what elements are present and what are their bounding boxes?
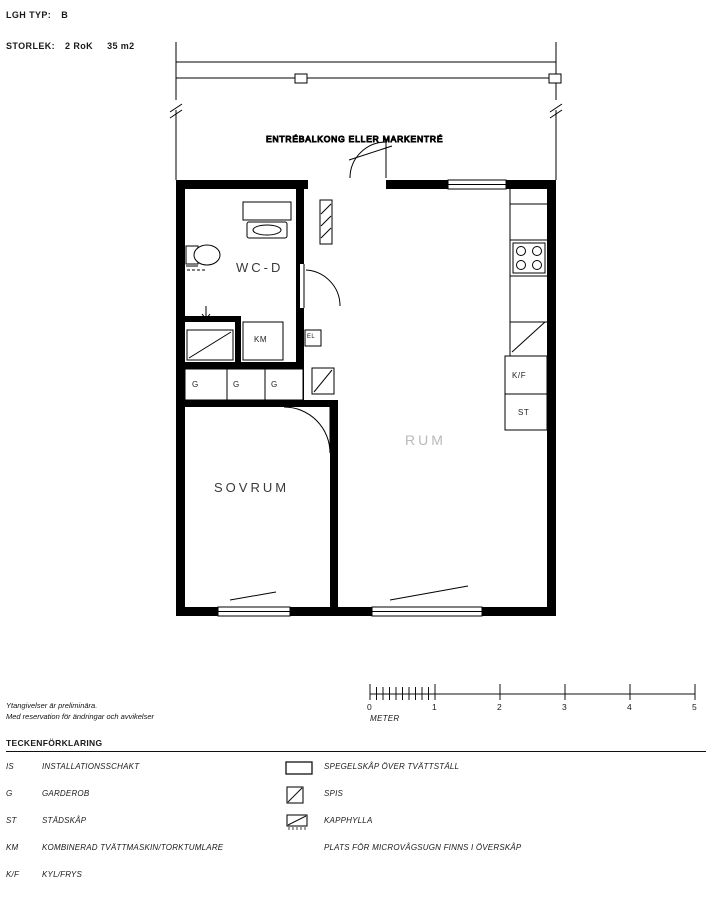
legend-code: K/F xyxy=(6,870,20,879)
legend-text: PLATS FÖR MICROVÅGSUGN FINNS I ÖVERSKÅP xyxy=(324,843,522,852)
disclaimer-line-1: Ytangivelser är preliminära. xyxy=(6,701,98,710)
legend-row xyxy=(6,785,706,812)
room-label-rum: RUM xyxy=(405,432,446,448)
legend-code: G xyxy=(6,789,13,798)
entry-balcony-label: ENTRÉBALKONG ELLER MARKENTRÉ xyxy=(266,134,444,144)
legend-divider xyxy=(6,751,706,752)
legend-text: SPIS xyxy=(324,789,344,798)
apartment-size-label: STORLEK: xyxy=(6,41,56,51)
legend xyxy=(6,738,706,893)
mirror-cabinet-symbol xyxy=(284,758,316,778)
scale-unit-label: METER xyxy=(370,714,400,723)
legend-row xyxy=(6,812,706,839)
legend-code: IS xyxy=(6,762,14,771)
fixture-label-g-2: G xyxy=(233,380,240,389)
legend-text: STÄDSKÅP xyxy=(42,816,87,825)
fixture-label-el: EL xyxy=(307,334,316,340)
hat-rack-symbol xyxy=(284,812,316,832)
apartment-type-value: B xyxy=(61,10,69,20)
scale-tick-5: 5 xyxy=(692,702,697,712)
stove-symbol xyxy=(284,785,316,805)
legend-text: KYL/FRYS xyxy=(42,870,82,879)
room-label-wc-d: WC-D xyxy=(236,260,284,275)
scale-tick-0: 0 xyxy=(367,702,372,712)
scale-bar xyxy=(365,678,705,728)
legend-row xyxy=(6,758,706,785)
legend-code: ST xyxy=(6,816,17,825)
fixture-label-g-1: G xyxy=(192,380,199,389)
legend-text: SPEGELSKÅP ÖVER TVÄTTSTÄLL xyxy=(324,762,460,771)
fixture-label-st: ST xyxy=(518,408,530,417)
legend-text: KAPPHYLLA xyxy=(324,816,373,825)
legend-text: KOMBINERAD TVÄTTMASKIN/TORKTUMLARE xyxy=(42,843,224,852)
legend-row xyxy=(6,839,706,866)
disclaimer-line-2: Med reservation för ändringar och avvikelser xyxy=(6,712,154,722)
legend-row xyxy=(6,866,706,893)
legend-title: TECKENFÖRKLARING xyxy=(6,738,103,748)
scale-tick-2: 2 xyxy=(497,702,502,712)
legend-rows xyxy=(6,758,706,893)
legend-text: INSTALLATIONSSCHAKT xyxy=(42,762,140,771)
scale-bar-graphic xyxy=(365,678,705,704)
fixture-label-kf: K/F xyxy=(512,371,527,380)
room-label-sovrum: SOVRUM xyxy=(214,480,290,495)
apartment-size-rooms: 2 RoK xyxy=(65,41,94,51)
apartment-size-area: 35 m2 xyxy=(107,41,135,51)
scale-tick-3: 3 xyxy=(562,702,567,712)
apartment-type-label: LGH TYP: xyxy=(6,10,52,20)
scale-tick-4: 4 xyxy=(627,702,632,712)
scale-tick-1: 1 xyxy=(432,702,437,712)
disclaimer-note xyxy=(6,700,154,723)
fixture-label-g-3: G xyxy=(271,380,278,389)
scale-tick-labels xyxy=(365,702,705,714)
fixture-label-km: KM xyxy=(254,335,268,344)
legend-text: GARDEROB xyxy=(42,789,90,798)
legend-code: KM xyxy=(6,843,19,852)
